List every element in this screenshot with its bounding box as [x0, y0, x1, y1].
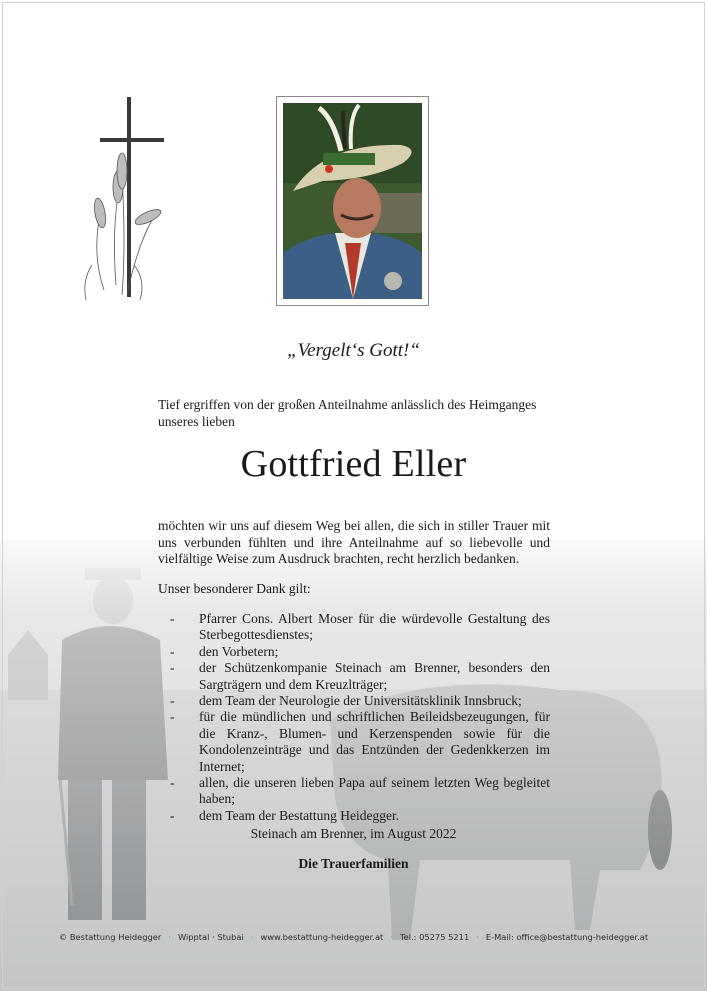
- place-and-date: Steinach am Brenner, im August 2022: [250, 826, 457, 841]
- portrait-image: [283, 103, 422, 299]
- list-dash: -: [170, 709, 175, 725]
- list-item: [170, 611, 550, 644]
- list-item-text: dem Team der Neurologie der Universitätsklinik Innsbruck;: [199, 693, 522, 709]
- list-item: [170, 709, 550, 775]
- list-item: [170, 693, 550, 709]
- footer-separator: ·: [250, 932, 254, 942]
- list-item-text: allen, die unseren lieben Papa auf seinem letzten Weg begleitet haben;: [199, 775, 550, 807]
- list-dash: -: [170, 611, 175, 626]
- list-item: [170, 660, 550, 693]
- footer-region: Wipptal · Stubai: [177, 932, 244, 942]
- list-item-text: für die mündlichen und schriftlichen Beileidsbezeugungen, für die Kranz-, Blumen- und Kerzenspenden sowie für die Kondolenzeinträge und das Entzünden der Gedenkkerzen im Internet;: [199, 709, 550, 774]
- deceased-name: Gottfried Eller: [240, 443, 467, 485]
- footer-copyright: © Bestattung Heidegger: [58, 932, 162, 942]
- list-item-text: dem Team der Bestattung Heidegger.: [199, 807, 400, 823]
- list-item-text: Pfarrer Cons. Albert Moser für die würdevolle Gestaltung des Sterbegottesdienstes;: [199, 611, 550, 643]
- footer: [0, 932, 707, 942]
- footer-phone[interactable]: Tel.: 05275 5211: [399, 932, 470, 942]
- list-item-text: der Schützenkompanie Steinach am Brenner, besonders den Sargträgern und dem Kreuzlträger;: [199, 660, 550, 692]
- motto-heading: „Vergelt‘s Gott!“: [287, 340, 420, 361]
- signoff: Die Trauerfamilien: [298, 856, 409, 871]
- portrait-photo: [276, 96, 429, 306]
- list-dash: -: [170, 807, 175, 823]
- footer-website-link[interactable]: www.bestattung-heidegger.at: [260, 932, 384, 942]
- thanks-body-text: möchten wir uns auf diesem Weg bei allen, die sich in stiller Trauer mit uns verbunden fühlten und ihre Anteilnahme auf so liebevolle und vielfältige Weise zum Ausdruck brachten, recht herzlich bedanken.: [158, 518, 550, 567]
- footer-separator: ·: [476, 932, 479, 942]
- list-dash: -: [170, 660, 175, 676]
- list-item: [170, 644, 550, 660]
- thanks-list: [170, 611, 550, 824]
- thanks-heading: Unser besonderer Dank gilt:: [158, 581, 311, 596]
- cross-with-wheat-icon: [82, 95, 172, 310]
- intro-text: Tief ergriffen von der großen Anteilnahme anlässlich des Heimganges unseres lieben: [158, 397, 537, 429]
- footer-separator: ·: [168, 932, 171, 942]
- list-item: [170, 808, 550, 824]
- footer-email-link[interactable]: E-Mail: office@bestattung-heidegger.at: [485, 932, 649, 942]
- list-dash: -: [170, 693, 175, 709]
- list-dash: -: [170, 643, 175, 659]
- list-item-text: den Vorbetern;: [199, 643, 279, 659]
- footer-separator: ·: [390, 932, 393, 942]
- list-dash: -: [170, 775, 175, 791]
- list-item: [170, 775, 550, 808]
